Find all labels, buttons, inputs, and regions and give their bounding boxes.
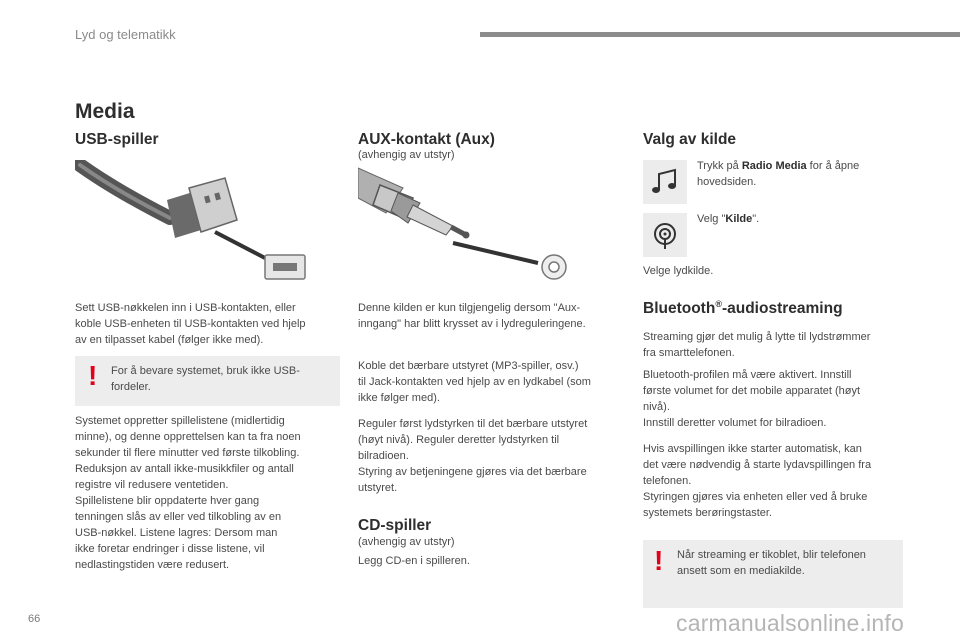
title-fragment: -audiostreaming	[721, 300, 843, 318]
source-step-3: Velge lydkilde.	[643, 265, 714, 277]
title-fragment: Bluetooth	[643, 300, 716, 318]
text-line: første volumet for det mobile apparatet (høyt	[643, 385, 861, 397]
text-line: minne), og denne opprettelsen kan ta fra noen	[75, 431, 301, 443]
text-line	[697, 211, 897, 227]
text-line: Innstill deretter volumet for bilradioen.	[643, 417, 827, 429]
exclamation-icon: !	[654, 545, 664, 576]
source-title: Valg av kilde	[643, 131, 737, 148]
text-line: Reguler først lydstyrken til det bærbare utstyret	[358, 418, 588, 430]
header-title: Lyd og telematikk	[75, 27, 176, 42]
text-line: ikke foretar endringer i disse listene, vil	[75, 543, 265, 555]
text-fragment: Velg "	[697, 213, 726, 225]
text-line: nedlastingstiden være redusert.	[75, 559, 230, 571]
aux-paragraph-1	[358, 300, 628, 332]
text-line: Sett USB-nøkkelen inn i USB-kontakten, eller	[75, 302, 296, 314]
usb-paragraph-1	[75, 300, 340, 348]
text-line: Styringen gjøres via enheten eller ved å bruke	[643, 491, 868, 503]
music-note-icon	[643, 160, 687, 204]
text-line: det være nødvendig å starte lydavspillingen fra	[643, 459, 872, 471]
text-line: koble USB-enheten til USB-kontakten ved hjelp	[75, 318, 306, 330]
text-line: Streaming gjør det mulig å lytte til lydstrømmer	[643, 331, 871, 343]
text-fragment: Trykk på	[697, 160, 742, 172]
source-step-2	[697, 211, 897, 227]
usb-title: USB-spiller	[75, 131, 159, 148]
exclamation-icon: !	[88, 360, 98, 391]
text-line: Systemet oppretter spillelistene (midlertidig	[75, 415, 285, 427]
page-number: 66	[28, 613, 41, 625]
text-line: USB-nøkkel. Listene lagres: Dersom man	[75, 527, 278, 539]
watermark: carmanualsonline.info	[676, 610, 904, 636]
bluetooth-title	[643, 299, 843, 318]
aux-jack-illustration	[358, 163, 598, 283]
text-line: telefonen.	[643, 475, 692, 487]
text-line: ansett som en mediakilde.	[677, 565, 805, 577]
usb-warning-text	[111, 363, 336, 395]
cd-text: Legg CD-en i spilleren.	[358, 555, 470, 567]
text-line: For å bevare systemet, bruk ikke USB-	[111, 365, 300, 377]
text-line: Styring av betjeningene gjøres via det bærbare	[358, 466, 587, 478]
source-key	[643, 213, 687, 257]
radio-media-key	[643, 160, 687, 204]
text-line: Koble det bærbare utstyret (MP3-spiller, osv.)	[358, 360, 579, 372]
text-line: inngang" har blitt krysset av i lydreguleringene.	[358, 318, 586, 330]
bluetooth-paragraph-1	[643, 329, 908, 361]
radio-media-label: Radio Media	[741, 160, 807, 172]
aux-paragraph-3	[358, 416, 628, 496]
section-title: Media	[75, 100, 135, 123]
source-icon	[643, 213, 687, 257]
source-step-1	[697, 158, 897, 190]
text-line: Spillelistene blir oppdaterte hver gang	[75, 495, 260, 507]
bluetooth-paragraph-2	[643, 367, 908, 431]
text-line: hovedsiden.	[697, 176, 757, 188]
text-line: utstyret.	[358, 482, 398, 494]
text-line: registre vil redusere ventetiden.	[75, 479, 229, 491]
text-line: Når streaming er tikoblet, blir telefonen	[677, 549, 866, 561]
header-bar	[480, 32, 960, 37]
cd-subtitle: (avhengig av utstyr)	[358, 536, 455, 548]
text-line	[697, 158, 897, 174]
text-line: nivå).	[643, 401, 670, 413]
text-line: systemets berøringstaster.	[643, 507, 772, 519]
registered-mark: ®	[715, 299, 722, 309]
usb-paragraph-2	[75, 413, 340, 573]
text-line: fordeler.	[111, 381, 151, 393]
text-line: Denne kilden er kun tilgjengelig dersom "Aux-	[358, 302, 581, 314]
text-line: Hvis avspillingen ikke starter automatisk, kan	[643, 443, 862, 455]
bluetooth-warning-text	[677, 547, 897, 579]
text-line: til Jack-kontakten ved hjelp av en lydkabel (som	[358, 376, 591, 388]
usb-illustration	[75, 160, 315, 285]
text-line: ikke følger med).	[358, 392, 440, 404]
text-line: bilradioen.	[358, 450, 409, 462]
text-line: av en tilpasset kabel (følger ikke med).	[75, 334, 264, 346]
text-line: tenningen slås av eller ved tilkobling av en	[75, 511, 282, 523]
text-line: (høyt nivå). Reguler deretter lydstyrken til	[358, 434, 560, 446]
text-line: sekunder til flere minutter ved første tilkobling.	[75, 447, 300, 459]
text-line: fra smarttelefonen.	[643, 347, 735, 359]
text-line: Bluetooth-profilen må være aktivert. Innstill	[643, 369, 852, 381]
cd-title: CD-spiller	[358, 517, 432, 534]
aux-title: AUX-kontakt (Aux)	[358, 131, 495, 148]
text-fragment: ".	[752, 213, 760, 225]
kilde-label: Kilde	[725, 213, 753, 225]
aux-paragraph-2	[358, 358, 628, 406]
bluetooth-paragraph-3	[643, 441, 908, 521]
text-line: Reduksjon av antall ikke-musikkfiler og antall	[75, 463, 294, 475]
aux-subtitle: (avhengig av utstyr)	[358, 149, 455, 161]
text-fragment: for å åpne	[806, 160, 860, 172]
